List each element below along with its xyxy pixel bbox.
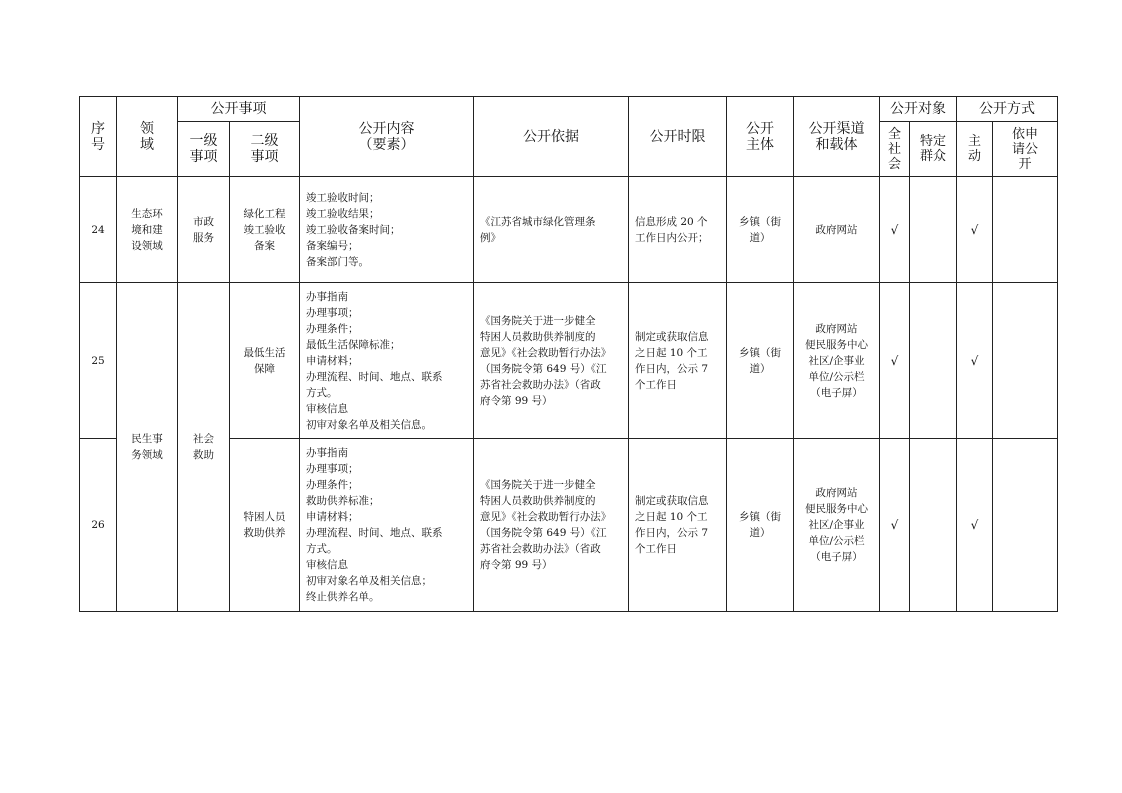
row-level2: 绿化工程 竣工验收 备案 [230,177,300,283]
row-channel: 政府网站 便民服务中心 社区/企事业 单位/公示栏 （电子屏） [794,283,880,439]
row-mode-apply [993,439,1058,612]
row-level1: 市政 服务 [178,177,230,283]
row-mode-apply [993,177,1058,283]
row-level2: 特困人员 救助供养 [230,439,300,612]
header-level1: 一级 事项 [178,122,230,177]
row-mode-active: √ [957,439,993,612]
row-channel: 政府网站 [794,177,880,283]
row-basis: 《国务院关于进一步健全 特困人员救助供养制度的 意见》《社会救助暂行办法》 （国务院令第 649 号）《江 苏省社会救助办法》（省政 府令第 99 号） [474,283,629,439]
row-subject: 乡镇（街 道） [727,439,794,612]
row-content: 办事指南 办理事项； 办理条件； 救助供养标准； 申请材料； 办理流程、时间、地点、联系 方式。 审核信息 初审对象名单及相关信息； 终止供养名单。 [300,439,474,612]
header-field: 领 域 [117,97,178,177]
header-matter: 公开事项 [178,97,300,122]
header-subject: 公开 主体 [727,97,794,177]
row-basis: 《国务院关于进一步健全 特困人员救助供养制度的 意见》《社会救助暂行办法》 （国务院令第 649 号）《江 苏省社会救助办法》（省政 府令第 99 号） [474,439,629,612]
row-mode-active: √ [957,177,993,283]
header-mode-active: 主 动 [957,122,993,177]
row-target-all: √ [880,177,910,283]
row-field: 民生事 务领域 [117,283,178,612]
row-basis: 《江苏省城市绿化管理条 例》 [474,177,629,283]
row-seq: 25 [80,283,117,439]
header-mode-apply: 依申 请公 开 [993,122,1058,177]
row-target-all: √ [880,283,910,439]
header-content: 公开内容 （要素） [300,97,474,177]
header-basis: 公开依据 [474,97,629,177]
row-target-specific [910,177,957,283]
row-deadline: 信息形成 20 个 工作日内公开； [629,177,727,283]
row-field: 生态环 境和建 设领域 [117,177,178,283]
header-deadline: 公开时限 [629,97,727,177]
row-content: 竣工验收时间； 竣工验收结果； 竣工验收备案时间； 备案编号； 备案部门等。 [300,177,474,283]
header-channel: 公开渠道 和载体 [794,97,880,177]
header-mode: 公开方式 [957,97,1058,122]
row-level2: 最低生活 保障 [230,283,300,439]
table-header [80,97,1058,177]
row-subject: 乡镇（街 道） [727,177,794,283]
disclosure-table [79,96,1058,612]
row-content: 办事指南 办理事项； 办理条件； 最低生活保障标准； 申请材料； 办理流程、时间、地点、联系 方式。 审核信息 初审对象名单及相关信息。 [300,283,474,439]
row-target-specific [910,283,957,439]
row-seq: 26 [80,439,117,612]
header-level2: 二级 事项 [230,122,300,177]
row-mode-active: √ [957,283,993,439]
row-target-specific [910,439,957,612]
row-target-all: √ [880,439,910,612]
row-level1: 社会 救助 [178,283,230,612]
row-channel: 政府网站 便民服务中心 社区/企事业 单位/公示栏 （电子屏） [794,439,880,612]
table-row [80,283,1058,439]
header-target: 公开对象 [880,97,957,122]
row-deadline: 制定或获取信息 之日起 10 个工 作日内，公示 7 个工作日 [629,283,727,439]
row-deadline: 制定或获取信息 之日起 10 个工 作日内，公示 7 个工作日 [629,439,727,612]
row-subject: 乡镇（街 道） [727,283,794,439]
row-seq: 24 [80,177,117,283]
header-target-all: 全 社 会 [880,122,910,177]
row-mode-apply [993,283,1058,439]
header-seq: 序 号 [80,97,117,177]
table-row [80,177,1058,283]
header-target-specific: 特定 群众 [910,122,957,177]
